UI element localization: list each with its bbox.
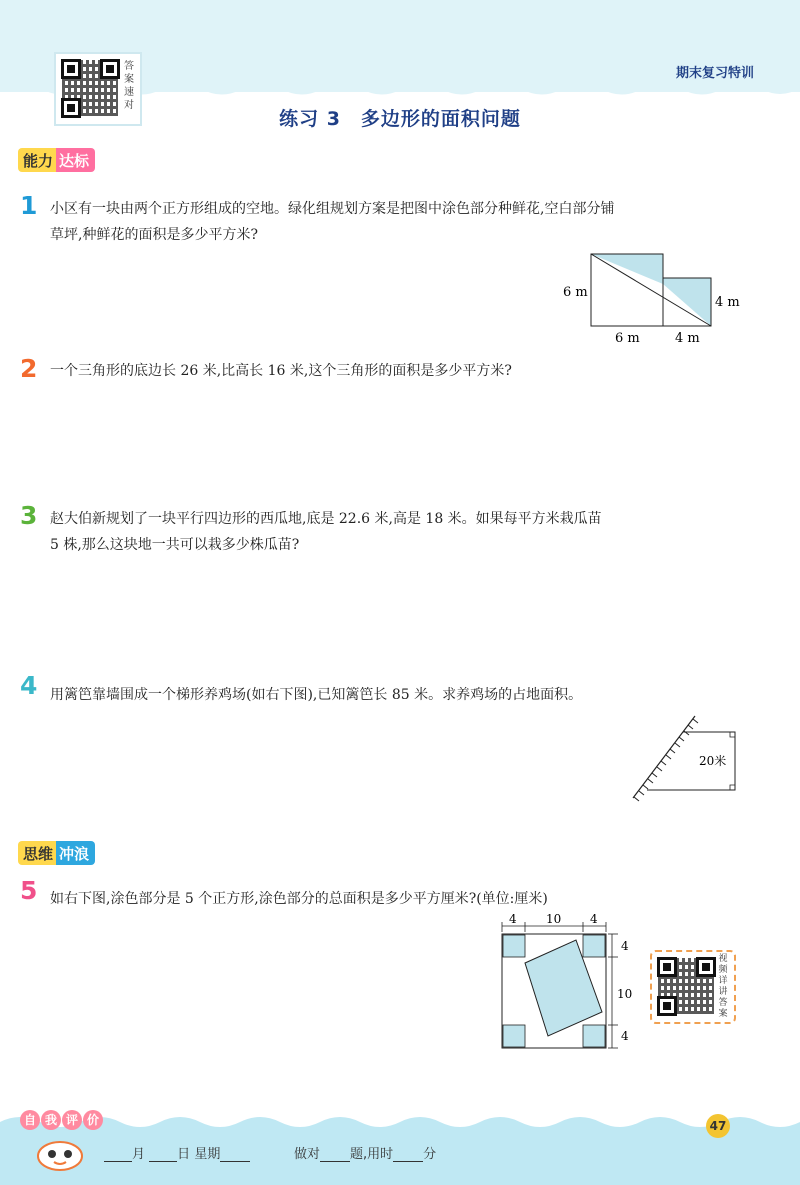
section-tag-ability [18,148,95,172]
bottom-right-label: 4 m [675,331,700,346]
self-eval-char: 评 [62,1110,82,1130]
wall-hatching [634,719,698,801]
self-eval-char: 价 [83,1110,103,1130]
day-input[interactable] [149,1147,177,1162]
wall-line [633,716,695,798]
left-side-label: 6 m [563,285,588,300]
figure-two-squares [555,248,755,348]
shaded-region [591,254,663,284]
day-label: 日 [177,1147,191,1162]
month-input[interactable] [104,1147,132,1162]
question-line: 草坪,种鲜花的面积是多少平方米? [50,227,258,243]
weekday-label: 星期 [194,1147,221,1162]
bottom-left-label: 6 m [615,331,640,346]
question-3-text [50,506,760,558]
right-angle-mark [730,732,735,737]
dimension-label: 4 [590,912,598,926]
question-1-text [50,196,760,248]
questions-unit-label: 题,用时 [350,1147,394,1162]
qr-corner-marker [61,59,81,79]
question-number: 3 [20,501,38,530]
figure-trapezoid-wall [625,710,750,810]
right-angle-mark [730,785,735,790]
question-2-text: 一个三角形的底边长 26 米,比高长 16 米,这个三角形的面积是多少平方米? [50,363,512,379]
dimension-label: 4 [509,912,517,926]
self-eval-char: 自 [20,1110,40,1130]
height-label: 20米 [699,754,727,768]
correct-count-input[interactable] [320,1147,350,1162]
month-label: 月 [132,1147,146,1162]
question-line: 小区有一块由两个正方形组成的空地。绿化组规划方案是把图中涂色部分种鲜花,空白部分铺 [50,201,615,217]
video-qr-code[interactable] [650,950,736,1024]
qr-corner-marker [100,59,120,79]
question-5-text: 如右下图,涂色部分是 5 个正方形,涂色部分的总面积是多少平方厘米?(单位:厘米) [50,891,548,907]
self-eval-char: 我 [41,1110,61,1130]
minutes-label: 分 [423,1147,437,1162]
result-fields [294,1143,436,1162]
question-number: 2 [20,354,38,383]
section-tag-part2: 冲浪 [56,841,95,865]
right-side-label: 4 m [715,295,740,310]
corner-square [503,935,525,957]
section-tag-part1: 思维 [18,841,56,865]
section-tag-part2: 达标 [56,148,95,172]
qr-corner-marker [696,957,716,977]
question-line: 赵大伯新规划了一块平行四边形的西瓜地,底是 22.6 米,高是 18 米。如果每平方米栽瓜苗 [50,511,602,527]
page-title: 练习 3 多边形的面积问题 [279,108,521,130]
dimension-label: 4 [621,1029,629,1043]
video-qr-label: 视频详讲答案 [718,954,728,1019]
dimension-label: 4 [621,939,629,953]
question-4-text: 用篱笆靠墙围成一个梯形养鸡场(如右下图),已知篱笆长 85 米。求养鸡场的占地面积。 [50,687,583,703]
corner-square [583,1025,605,1047]
qr-label: 答案速对 [124,61,134,111]
dimension-label: 10 [546,912,562,926]
self-evaluation-badge [20,1110,103,1130]
page-number: 47 [706,1114,730,1138]
corner-square [583,935,605,957]
mascot-icon [30,1132,90,1172]
time-input[interactable] [393,1147,423,1162]
qr-corner-marker [657,996,677,1016]
figure-five-squares [490,912,640,1057]
question-line: 5 株,那么这块地一共可以栽多少株瓜苗? [50,537,300,553]
question-number: 4 [20,671,38,700]
header-section-title: 期末复习特训 [675,66,754,81]
qr-corner-marker [657,957,677,977]
question-number: 1 [20,191,38,220]
section-tag-part1: 能力 [18,148,56,172]
corner-square [503,1025,525,1047]
dimension-label: 10 [617,987,633,1001]
correct-label: 做对 [294,1147,321,1162]
date-fields [104,1143,250,1162]
weekday-input[interactable] [220,1147,250,1162]
question-number: 5 [20,876,38,905]
section-tag-thinking [18,841,95,865]
